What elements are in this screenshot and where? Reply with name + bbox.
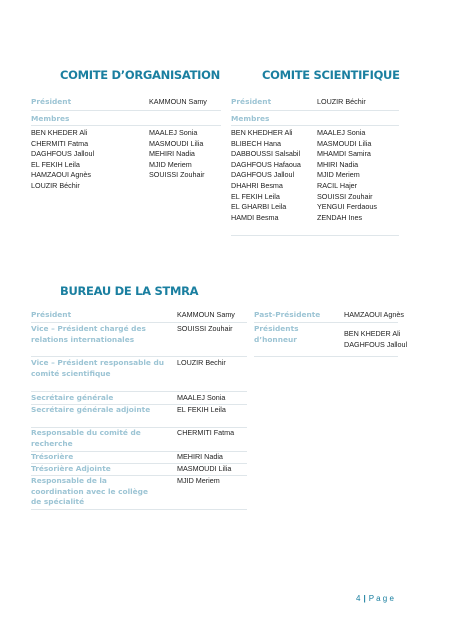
member-name: SOUISSI Zouhair — [149, 170, 205, 180]
resp-recherche-label: Responsable du comité de recherche — [31, 428, 141, 448]
sci-members-col1 — [231, 128, 301, 223]
member-name: YENGUI Ferdaous — [317, 202, 377, 212]
divider — [31, 356, 247, 357]
member-name: DABBOUSSI Salsabil — [231, 149, 301, 159]
comite-scientifique-title: COMITE SCIENTIFIQUE — [262, 68, 400, 82]
resp-recherche-name: CHERMITI Fatma — [177, 428, 235, 437]
member-name: BEN KHEDHER Ali — [231, 128, 293, 137]
divider — [31, 509, 247, 510]
page-separator: | — [363, 594, 366, 603]
member-name: LOUZIR Béchir — [31, 180, 80, 190]
bureau-president-name: KAMMOUN Samy — [177, 310, 235, 319]
past-president-name: HAMZAOUI Agnès — [344, 310, 404, 319]
org-president-label: Président — [31, 97, 72, 106]
resp-coord-label: Responsable de la coordination avec le collège de spécialité — [31, 476, 148, 507]
sec-gen-label: Secrétaire générale — [31, 393, 114, 402]
comite-organisation-title: COMITE D’ORGANISATION — [60, 68, 220, 82]
divider — [31, 391, 247, 392]
sec-adj-label: Secrétaire générale adjointe — [31, 405, 151, 414]
tresoriere-label: Trésorière — [31, 452, 74, 461]
presidents-honneur-names — [344, 329, 407, 350]
org-members-col2 — [149, 128, 205, 181]
bureau-title: BUREAU DE LA STMRA — [60, 284, 199, 298]
presidents-honneur-label: Présidents d’honneur — [254, 324, 299, 344]
vp-sci-label: Vice – Président responsable du comité scientifique — [31, 358, 165, 378]
divider — [231, 110, 399, 111]
divider — [231, 235, 399, 236]
past-president-label: Past-Présidente — [254, 310, 321, 319]
member-name: MEHIRI Nadia — [149, 149, 195, 159]
resp-coord-name: MJID Meriem — [177, 476, 220, 485]
org-president-name: KAMMOUN Samy — [149, 97, 207, 106]
honorary-president-name: DAGHFOUS Jalloul — [344, 339, 408, 349]
honorary-president-name: BEN KHEDER Ali — [344, 329, 401, 338]
member-name: MAALEJ Sonia — [149, 128, 198, 137]
member-name: DAGHFOUS Jalloul — [31, 149, 95, 159]
page-number-value: 4 — [356, 594, 361, 603]
sec-gen-name: MAALEJ Sonia — [177, 393, 226, 402]
vp-intl-name: SOUISSI Zouhair — [177, 324, 233, 333]
member-name: DHAHRI Besma — [231, 180, 283, 190]
page-label: P a g e — [368, 594, 394, 603]
member-name: HAMZAOUI Agnès — [31, 170, 91, 180]
member-name: HAMDI Besma — [231, 212, 279, 222]
sec-adj-name: EL FEKIH Leila — [177, 405, 226, 414]
divider — [254, 356, 398, 357]
org-members-col1 — [31, 128, 94, 192]
member-name: BEN KHEDER Ali — [31, 128, 88, 137]
member-name: MHAMDI Samira — [317, 149, 371, 159]
divider — [31, 322, 247, 323]
divider — [254, 322, 398, 323]
vp-intl-label: Vice – Président chargé des relations internationales — [31, 324, 146, 344]
divider — [31, 110, 221, 111]
treso-adj-label: Trésorière Adjointe — [31, 464, 111, 473]
treso-adj-name: MASMOUDI Lilia — [177, 464, 232, 473]
divider — [231, 125, 399, 126]
member-name: MJID Meriem — [149, 159, 192, 169]
member-name: MASMOUDI Lilia — [149, 138, 204, 148]
member-name: EL FEKIH Leila — [231, 191, 280, 201]
member-name: CHERMITI Fatma — [31, 138, 89, 148]
org-membres-label: Membres — [31, 114, 70, 123]
vp-sci-name: LOUZIR Bechir — [177, 358, 226, 367]
page-number — [356, 594, 394, 603]
member-name: ZENDAH Ines — [317, 212, 363, 222]
member-name: MASMOUDI Lilia — [317, 138, 372, 148]
member-name: EL FEKIH Leila — [31, 159, 80, 169]
member-name: MJID Meriem — [317, 170, 360, 180]
bureau-president-label: Président — [31, 310, 72, 319]
sci-president-name: LOUZIR Béchir — [317, 97, 366, 106]
tresoriere-name: MEHIRI Nadia — [177, 452, 223, 461]
member-name: SOUISSI Zouhair — [317, 191, 373, 201]
member-name: MHIRI Nadia — [317, 159, 359, 169]
sci-membres-label: Membres — [231, 114, 270, 123]
member-name: BLIBECH Hana — [231, 138, 281, 148]
member-name: DAGHFOUS Hafaoua — [231, 159, 301, 169]
divider — [31, 125, 221, 126]
member-name: DAGHFOUS Jalloul — [231, 170, 295, 180]
member-name: RACIL Hajer — [317, 180, 358, 190]
member-name: EL GHARBI Leila — [231, 202, 287, 212]
sci-members-col2 — [317, 128, 377, 223]
sci-president-label: Président — [231, 97, 272, 106]
member-name: MAALEJ Sonia — [317, 128, 366, 137]
